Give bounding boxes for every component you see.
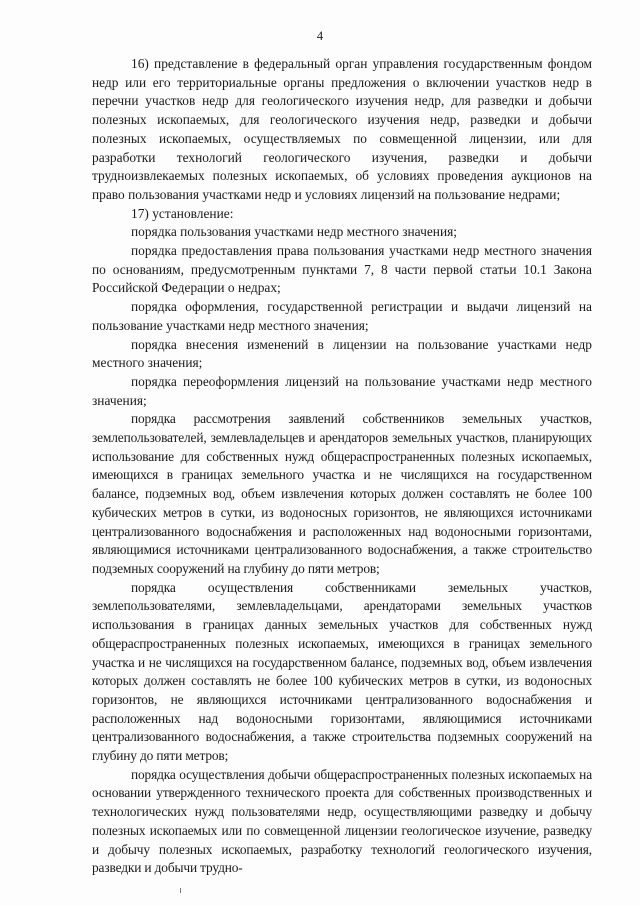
document-body xyxy=(92,55,592,878)
scan-mark xyxy=(180,888,181,893)
paragraph-mining-for-own-needs: порядка осуществления добычи общераспространенных полезных ископаемых на основании утвержденного технического проекта для собственных производственных и технологических нужд пользователями недр, осуществляющими разведку и добычу полезных ископаемых или по совмещенной лицензии геологическое изучение, разведку и добычу полезных ископаемых, разработку технологий геологического изучения, разведки и добычи трудно- xyxy=(92,766,592,876)
paragraph-license-registration: порядка оформления, государственной регистрации и выдачи лицензий на пользование участками недр местного значения; xyxy=(92,299,592,333)
paragraph-item-16: 16) представление в федеральный орган управления государственным фондом недр или его территориальные органы предложения о включении участков недр в перечни участков недр для геологического изучения недр, для разведки и добычи полезных ископаемых, для геологического изучения недр, разведки и добычи полезных ископаемых, осуществляемых по совмещенной лицензии, или для разработки технологий геологического изучения, разведки и добычи трудноизвлекаемых полезных ископаемых, об условиях проведения аукционов на право пользования участками недр и условиях лицензий на пользование недрами; xyxy=(92,56,592,202)
paragraph-granting-rights: порядка предоставления права пользования участками недр местного значения по основаниям, предусмотренным пунктами 7, 8 части первой статьи 10.1 Закона Российской Федерации о недрах; xyxy=(92,243,592,296)
paragraph-local-subsoil-use: порядка пользования участками недр местного значения; xyxy=(131,224,457,240)
paragraph-item-17: 17) установление: xyxy=(131,205,234,221)
paragraph-application-review: порядка рассмотрения заявлений собственников земельных участков, землепользователей, землевладельцев и арендаторов земельных участков, планирующих использование для собственных нужд общераспространенных полезных ископаемых, имеющихся в границах земельного участка и не числящихся на государственном балансе, подземных вод, объем извлечения которых должен составлять не более 100 кубических метров в сутки, из водоносных горизонтов, не являющихся источниками централизованного водоснабжения и расположенных над водоносными горизонтами, являющимися источниками централизованного водоснабжения, а также строительство подземных сооружений на глубину до пяти метров; xyxy=(92,411,592,576)
paragraph-landowner-use: порядка осуществления собственниками земельных участков, землепользователями, землевладельцами, арендаторами земельных участков использования в границах данных земельных участков для собственных нужд общераспространенных полезных ископаемых, имеющихся в границах земельного участка и не числящихся на государственном балансе, подземных вод, объем извлечения которых должен составлять не более 100 кубических метров в сутки, из водоносных горизонтов, не являющихся источниками централизованного водоснабжения и расположенных над водоносными горизонтами, являющимися источниками централизованного водоснабжения, а также строительства подземных сооружений на глубину до пяти метров; xyxy=(92,579,592,764)
paragraph-license-amendments: порядка внесения изменений в лицензии на пользование участками недр местного значения; xyxy=(92,336,592,371)
paragraph-license-reissue: порядка переоформления лицензий на пользование участками недр местного значения; xyxy=(92,373,592,408)
page-number: 4 xyxy=(316,29,324,43)
